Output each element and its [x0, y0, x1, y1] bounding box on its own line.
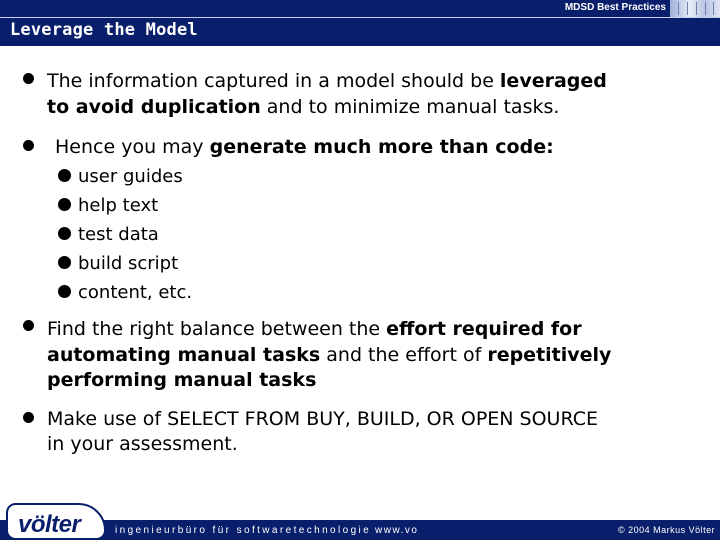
bullet-3-line-3: performing manual tasks — [47, 369, 317, 391]
footer-copyright: © 2004 Markus Völter — [618, 525, 716, 535]
bullet-1-line-2: to avoid duplication and to minimize manual tasks. — [47, 96, 560, 118]
sub-bullet-icon — [58, 285, 71, 298]
logo-text: völter — [18, 511, 81, 538]
bullet-4-line-2: in your assessment. — [47, 433, 238, 455]
sub-bullet-icon — [58, 169, 71, 182]
slide-title: Leverage the Model — [10, 20, 198, 40]
sub-bullet-icon — [58, 227, 71, 240]
brand-tag: MDSD Best Practices — [564, 2, 666, 13]
bullet-3-line-2: automating manual tasks and the effort of repetitively — [47, 344, 612, 366]
sub-bullet-icon — [58, 256, 71, 269]
bullet-4-line-1: Make use of SELECT FROM BUY, BUILD, OR OPEN SOURCE — [47, 408, 598, 430]
footer — [0, 503, 720, 540]
company-logo — [6, 503, 106, 540]
header-bar — [0, 0, 720, 46]
bullet-2-line-1: Hence you may generate much more than code: — [55, 136, 554, 158]
sub-bullet-icon — [58, 198, 71, 211]
footer-tagline: ingenieurbüro für softwaretechnologie — [115, 525, 372, 536]
header-divider — [0, 17, 720, 18]
bullet-icon — [23, 140, 34, 151]
bullet-icon — [23, 412, 34, 423]
corner-image-icon — [670, 0, 720, 17]
bullet-1-line-1: The information captured in a model should be leveraged — [47, 70, 607, 92]
footer-website: www.vo — [375, 525, 419, 536]
bullet-icon — [23, 73, 34, 84]
bullet-3-line-1: Find the right balance between the effort required for — [47, 318, 582, 340]
bullet-icon — [23, 320, 34, 331]
